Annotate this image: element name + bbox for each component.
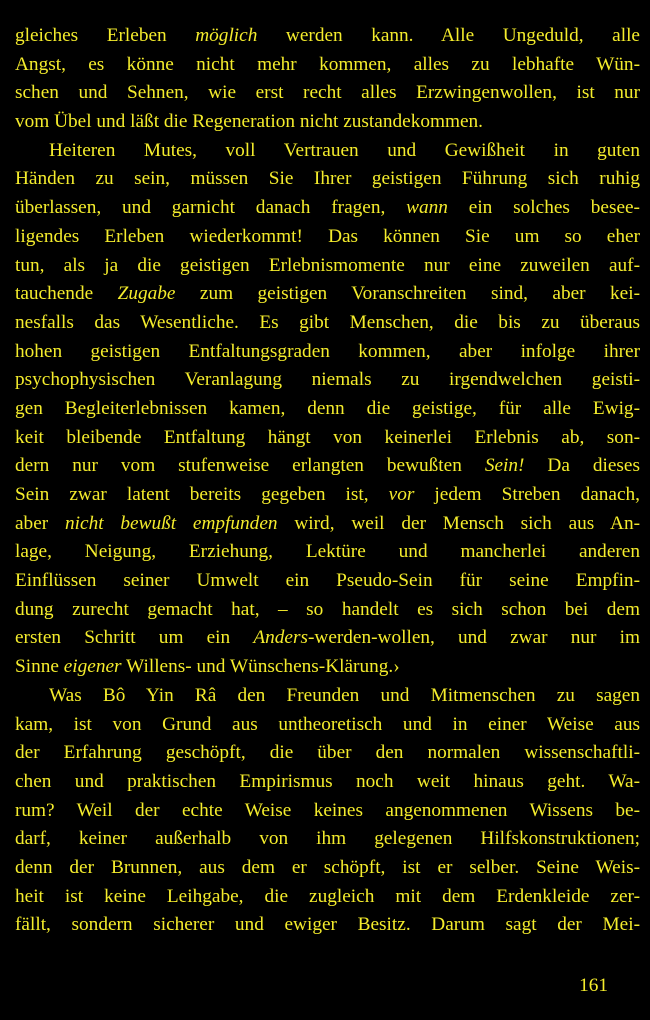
emphasis-text: Zugabe	[117, 283, 176, 305]
text-span: Einflüssen seiner Umwelt ein Pseudo-Sein für seine Empfin-	[15, 570, 640, 592]
text-line	[15, 567, 640, 596]
text-span: zum geistigen Voranschreiten sind, aber kei-	[175, 283, 640, 305]
text-span: dern nur vom stufenweise erlangten bewußten	[15, 455, 485, 477]
text-line	[15, 108, 640, 137]
emphasis-text: Anders	[253, 627, 308, 649]
emphasis-text: vor	[388, 484, 415, 505]
text-line	[15, 768, 640, 797]
text-span: denn der Brunnen, aus dem er schöpft, ist er selber. Seine Weis-	[15, 856, 640, 878]
text-span: nesfalls das Wesentliche. Es gibt Menschen, die bis zu überaus	[15, 311, 640, 333]
text-span: fällt, sondern sicherer und ewiger Besitz. Darum sagt der Mei-	[15, 914, 640, 936]
text-line	[15, 223, 640, 252]
text-line	[15, 338, 640, 367]
page-number: 161	[579, 975, 608, 996]
text-span: heit ist keine Leihgabe, die zugleich mit dem Erdenkleide zer-	[15, 885, 640, 907]
text-span: Da dieses	[524, 455, 640, 477]
text-span: -werden-wollen, und zwar nur im	[307, 627, 640, 649]
emphasis-text: Sein!	[484, 455, 525, 477]
text-line	[15, 825, 640, 854]
text-line	[15, 797, 640, 826]
text-span: ersten Schritt um ein	[15, 627, 254, 649]
text-line	[15, 165, 640, 194]
text-span: Heiteren Mutes, voll Vertrauen und Gewißheit in guten	[49, 139, 640, 161]
text-line	[15, 51, 640, 80]
text-line	[15, 424, 640, 453]
text-span: psychophysischen Veranlagung niemals zu irgendwelchen geisti-	[15, 369, 640, 391]
text-line	[15, 452, 640, 481]
text-span: Willens- und Wünschens-Klärung.›	[121, 656, 400, 678]
text-line	[15, 366, 640, 395]
text-line	[15, 653, 640, 682]
text-line	[15, 624, 640, 653]
text-span: schen und Sehnen, wie erst recht alles Erzwingenwollen, ist nur	[15, 82, 640, 104]
text-span: ein solches besee-	[447, 197, 640, 219]
text-span: vom Übel und läßt die Regeneration nicht zustandekommen.	[15, 111, 483, 133]
text-line	[15, 596, 640, 625]
text-line	[15, 252, 640, 281]
text-span: tauchende	[15, 283, 118, 305]
text-span: gleiches Erleben	[15, 25, 196, 46]
body-text	[15, 22, 640, 940]
text-span: Sein zwar latent bereits gegeben ist,	[15, 484, 389, 505]
text-line	[15, 711, 640, 740]
text-span: jedem Streben danach,	[414, 484, 640, 505]
text-line	[15, 481, 640, 510]
emphasis-text: wann	[406, 197, 448, 219]
text-line	[15, 739, 640, 768]
text-line	[15, 395, 640, 424]
text-span: Händen zu sein, müssen Sie Ihrer geistigen Führung sich ruhig	[15, 168, 640, 190]
text-line	[15, 538, 640, 567]
emphasis-text: möglich	[195, 25, 258, 46]
text-line	[15, 510, 640, 539]
text-line	[15, 22, 640, 51]
text-span: überlassen, und garnicht danach fragen,	[15, 197, 407, 219]
text-span: hohen geistigen Entfaltungsgraden kommen, aber infolge ihrer	[15, 340, 640, 362]
text-span: chen und praktischen Empirismus noch weit hinaus geht. Wa-	[15, 770, 640, 792]
text-line	[15, 309, 640, 338]
text-span: wird, weil der Mensch sich aus An-	[277, 512, 641, 534]
text-span: gen Begleiterlebnissen kamen, denn die geistige, für alle Ewig-	[15, 397, 640, 419]
text-span: ligendes Erleben wiederkommt! Das können Sie um so eher	[15, 225, 640, 247]
emphasis-text: nicht bewußt empfunden	[65, 512, 278, 534]
text-span: kam, ist von Grund aus untheoretisch und in einer Weise aus	[15, 713, 640, 735]
text-span: Sinne	[15, 656, 64, 678]
text-line	[15, 280, 640, 309]
text-span: aber	[15, 512, 66, 534]
text-line	[15, 79, 640, 108]
text-span: werden kann. Alle Ungeduld, alle	[257, 25, 640, 46]
text-line	[15, 682, 640, 711]
text-line	[15, 911, 640, 940]
text-span: keit bleibende Entfaltung hängt von keinerlei Erlebnis ab, son-	[15, 426, 640, 448]
text-line	[15, 137, 640, 166]
text-span: Angst, es könne nicht mehr kommen, alles zu lebhafte Wün-	[15, 53, 640, 75]
text-span: Was Bô Yin Râ den Freunden und Mitmenschen zu sagen	[49, 684, 640, 706]
text-span: darf, keiner außerhalb von ihm gelegenen Hilfskonstruktionen;	[15, 828, 640, 850]
text-span: lage, Neigung, Erziehung, Lektüre und mancherlei anderen	[15, 541, 640, 563]
text-span: rum? Weil der echte Weise keines angenommenen Wissens be-	[15, 799, 640, 821]
text-span: tun, als ja die geistigen Erlebnismomente nur eine zuweilen auf-	[15, 254, 640, 276]
text-line	[15, 883, 640, 912]
emphasis-text: eigener	[63, 656, 122, 678]
text-span: dung zurecht gemacht hat, – so handelt es sich schon bei dem	[15, 598, 640, 620]
text-line	[15, 194, 640, 223]
text-line	[15, 854, 640, 883]
text-span: der Erfahrung geschöpft, die über den normalen wissenschaftli-	[15, 742, 640, 764]
